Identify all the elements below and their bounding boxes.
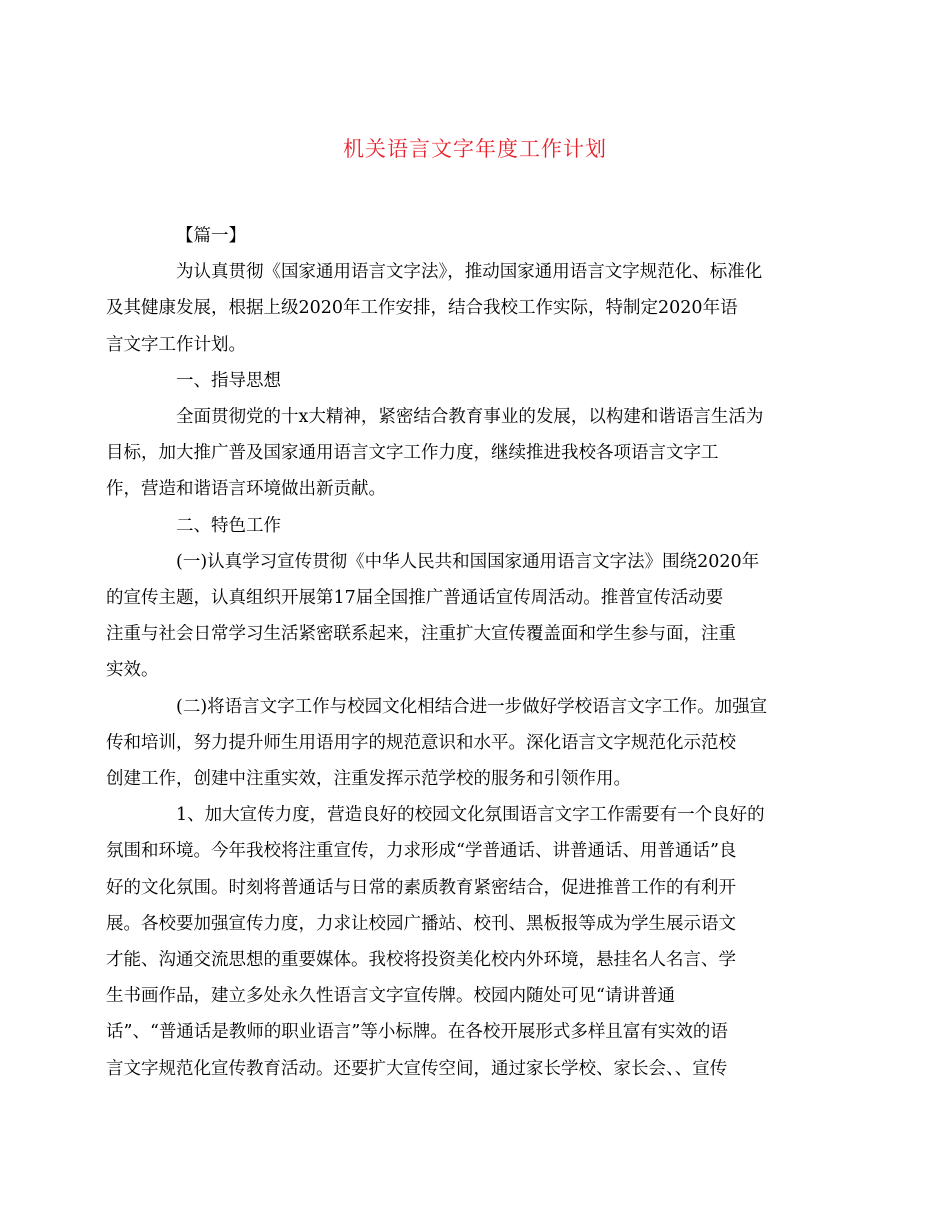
paragraph-item-1	[106, 544, 811, 689]
text-line: (二)将语言文字工作与校园文化相结合进一步做好学校语言文字工作。加强宣	[176, 696, 768, 717]
paragraph-item-3	[106, 797, 811, 1087]
text-line: 的宣传主题，认真组织开展第17届全国推广普通话宣传周活动。推普宣传活动要	[106, 588, 724, 609]
text-line: 实效。	[106, 660, 159, 681]
text-line: 传和培训，努力提升师生用语用字的规范意识和水平。深化语言文字规范化示范校	[106, 732, 736, 753]
section-label-text: 【篇一】	[176, 226, 246, 246]
text-line: 好的文化氛围。时刻将普通话与日常的素质教育紧密结合，促进推普工作的有利开	[106, 877, 736, 898]
text-line: 创建工作，创建中注重实效，注重发挥示范学校的服务和引领作用。	[106, 769, 631, 790]
paragraph-intro	[106, 254, 811, 363]
heading-special-work	[141, 508, 811, 544]
heading-text: 二、特色工作	[176, 515, 281, 536]
text-line: 才能、沟通交流思想的重要媒体。我校将投资美化校内外环境，悬挂名人名言、学	[106, 950, 736, 971]
document-title: 机关语言文字年度工作计划	[343, 137, 607, 161]
text-line: 全面贯彻党的十x大精神，紧密结合教育事业的发展，以构建和谐语言生活为	[176, 407, 764, 428]
text-line: 话”、“普通话是教师的职业语言”等小标牌。在各校开展形式多样且富有实效的语	[106, 1022, 728, 1043]
text-line: 注重与社会日常学习生活紧密联系起来，注重扩大宣传覆盖面和学生参与面，注重	[106, 624, 736, 645]
text-line: 言文字工作计划。	[106, 334, 246, 355]
text-line: 目标，加大推广普及国家通用语言文字工作力度，继续推进我校各项语言文字工	[106, 443, 719, 464]
text-line: 为认真贯彻《国家通用语言文字法》，推动国家通用语言文字规范化、标准化	[176, 262, 763, 283]
text-line: 展。各校要加强宣传力度，力求让校园广播站、校刊、黑板报等成为学生展示语文	[106, 913, 736, 934]
text-line: 及其健康发展，根据上级2020年工作安排，结合我校工作实际，特制定2020年语	[106, 298, 738, 319]
heading-text: 一、指导思想	[176, 370, 281, 391]
text-line: 1、加大宣传力度，营造良好的校园文化氛围语言文字工作需要有一个良好的	[176, 805, 765, 826]
text-line: 氛围和环境。今年我校将注重宣传，力求形成“学普通话、讲普通话、用普通话”良	[106, 841, 737, 862]
heading-guiding-thought	[141, 363, 811, 399]
text-line: 言文字规范化宣传教育活动。还要扩大宣传空间，通过家长学校、家长会、、宣传	[106, 1058, 728, 1079]
text-line: 生书画作品，建立多处永久性语言文字宣传牌。校园内随处可见“请讲普通	[106, 986, 675, 1007]
document-body	[106, 218, 811, 1087]
section-label	[141, 218, 811, 254]
paragraph-item-2	[106, 689, 811, 798]
text-line: 作，营造和谐语言环境做出新贡献。	[106, 479, 386, 500]
text-line: (一)认真学习宣传贯彻《中华人民共和国国家通用语言文字法》围绕2020年	[176, 551, 760, 572]
paragraph-guiding	[106, 399, 811, 508]
